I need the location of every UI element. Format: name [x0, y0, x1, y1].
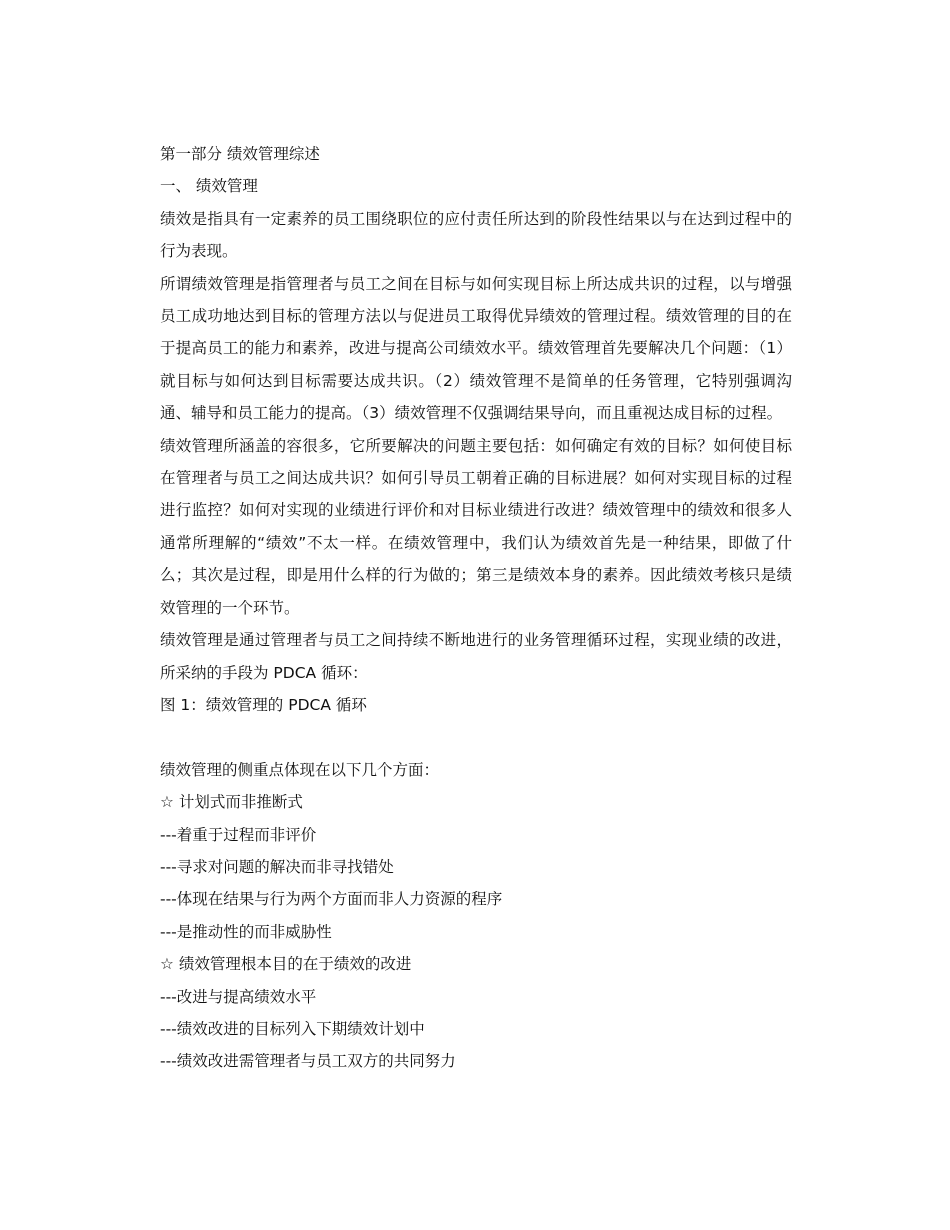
paragraph-scope: 绩效管理所涵盖的容很多，它所要解决的问题主要包括：如何确定有效的目标？如何使目标在管理者与员工之间达成共识？如何引导员工朝着正确的目标进展？如何对实现目标的过程进行监控？如何对实现的业绩进行评价和对目标业绩进行改进？绩效管理中的绩效和很多人通常所理解的“绩效”不太一样。在绩效管理中，我们认为绩效首先是一种结果，即做了什么；其次是过程，即是用什么样的行为做的；第三是绩效本身的素养。因此绩效考核只是绩效管理的一个环节。	[160, 436, 792, 617]
paragraph-definition: 绩效是指具有一定素养的员工围绕职位的应付责任所达到的阶段性结果以与在达到过程中的行为表现。	[160, 209, 792, 261]
paragraph-management: 所谓绩效管理是指管理者与员工之间在目标与如何实现目标上所达成共识的过程，以与增强员工成功地达到目标的管理方法以与促进员工取得优异绩效的管理过程。绩效管理的目的在于提高员工的能力和素养，改进与提高公司绩效水平。绩效管理首先要解决几个问题：（1）就目标与如何达到目标需要达成共识。（2）绩效管理不是简单的任务管理，它特别强调沟通、辅导和员工能力的提高。（3）绩效管理不仅强调结果导向，而且重视达成目标的过程。	[160, 274, 792, 423]
emphasis-1-title: ☆ 计划式而非推断式	[160, 793, 303, 812]
list-item: ---绩效改进需管理者与员工双方的共同努力	[160, 1052, 456, 1071]
emphasis-intro: 绩效管理的侧重点体现在以下几个方面：	[160, 760, 440, 779]
list-item: ---改进与提高绩效水平	[160, 987, 317, 1006]
document-body	[160, 138, 792, 1078]
section-heading: 一、 绩效管理	[160, 177, 258, 196]
list-item: ---体现在结果与行为两个方面而非人力资源的程序	[160, 890, 503, 909]
figure-caption: 图 1：绩效管理的 PDCA 循环	[160, 695, 367, 714]
blank-line	[160, 721, 792, 753]
part-title: 第一部分 绩效管理综述	[160, 145, 320, 163]
list-item: ---寻求对问题的解决而非寻找错处	[160, 857, 394, 876]
list-item: ---是推动性的而非威胁性	[160, 922, 332, 941]
emphasis-2-title: ☆ 绩效管理根本目的在于绩效的改进	[160, 955, 412, 974]
list-item: ---绩效改进的目标列入下期绩效计划中	[160, 1019, 425, 1038]
paragraph-pdca: 绩效管理是通过管理者与员工之间持续不断地进行的业务管理循环过程，实现业绩的改进，所采纳的手段为 PDCA 循环：	[160, 631, 792, 682]
list-item: ---着重于过程而非评价	[160, 825, 317, 844]
